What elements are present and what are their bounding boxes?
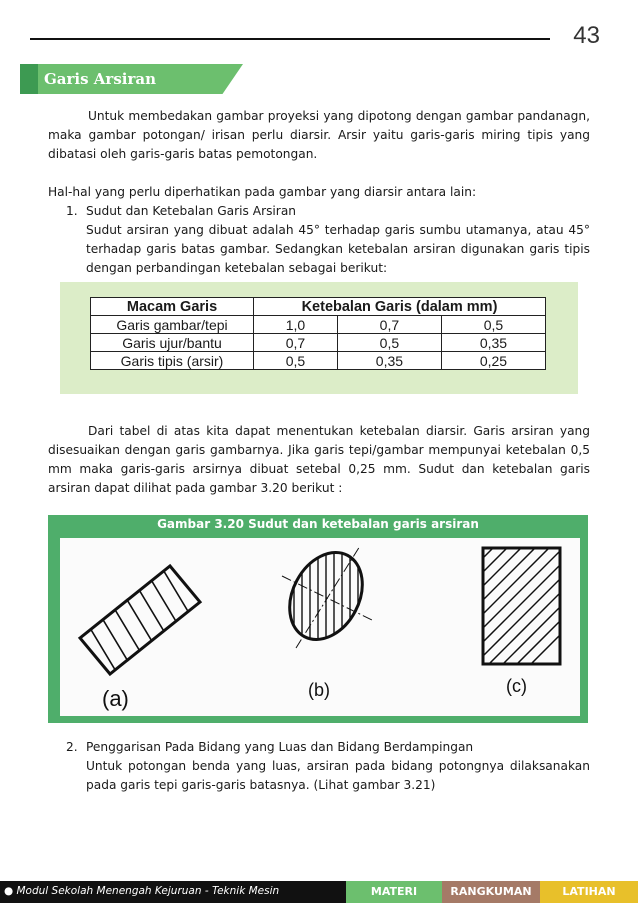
table-header-row: [91, 298, 546, 316]
figure-area: [60, 538, 580, 716]
table-header-cell: Ketebalan Garis (dalam mm): [254, 298, 546, 316]
paragraph-2: Dari tabel di atas kita dapat menentukan ketebalan diarsir. Garis arsiran yang disesuaikan dengan garis gambarnya. Jika garis tepi/gambar mempunyai ketebalan 0,5 mm maka garis-garis arsirnya dibuat setebal 0,25 mm. Sudut dan ketebalan garis arsiran dapat dilihat pada gambar 3.20 berikut :: [48, 424, 590, 495]
item2-number: 2.: [66, 740, 78, 754]
materi-button[interactable]: MATERI: [346, 881, 442, 903]
table-cell: 0,35: [441, 334, 545, 352]
table-cell: Garis ujur/bantu: [91, 334, 254, 352]
table-cell: 0,25: [441, 352, 545, 370]
item2-body: Untuk potongan benda yang luas, arsiran pada bidang potongnya dilaksanakan pada garis tepi garis-garis batasnya. (Lihat gambar 3.21): [86, 759, 590, 792]
table-row: [91, 352, 546, 370]
header-rule: [30, 38, 550, 40]
item2-title: Penggarisan Pada Bidang yang Luas dan Bidang Berdampingan: [86, 740, 474, 754]
table-header-cell: Macam Garis: [91, 298, 254, 316]
table-cell: 0,5: [337, 334, 441, 352]
intro-paragraph: Untuk membedakan gambar proyeksi yang dipotong dengan gambar pandanagn, maka gambar potongan/ irisan perlu diarsir. Arsir yaitu garis-garis miring tipis yang dibatasi oleh garis-garis batas pemotongan.: [48, 109, 590, 161]
label-c: (c): [506, 676, 527, 696]
figure-caption: Gambar 3.20 Sudut dan ketebalan garis arsiran: [157, 517, 479, 531]
section-title: Garis Arsiran: [44, 70, 157, 88]
item1-title: Sudut dan Ketebalan Garis Arsiran: [86, 204, 297, 218]
table-cell: 0,7: [337, 316, 441, 334]
page-number: 43: [573, 22, 600, 49]
table-row: [91, 316, 546, 334]
item1-number: 1.: [66, 204, 78, 218]
table-cell: 1,0: [254, 316, 338, 334]
label-a: (a): [102, 686, 129, 711]
line-thickness-table: [90, 297, 546, 370]
table-cell: Garis gambar/tepi: [91, 316, 254, 334]
table-cell: Garis tipis (arsir): [91, 352, 254, 370]
footer-module-title: ● Modul Sekolah Menengah Kejuruan - Teknik Mesin: [4, 885, 280, 897]
table-cell: 0,5: [254, 352, 338, 370]
rangkuman-button[interactable]: RANGKUMAN: [442, 881, 540, 903]
table-row: [91, 334, 546, 352]
label-b: (b): [308, 680, 330, 700]
latihan-button[interactable]: LATIHAN: [540, 881, 638, 903]
hatching-illustration: [60, 538, 580, 716]
section-banner-tab: [20, 64, 38, 94]
item1-body: Sudut arsiran yang dibuat adalah 45° terhadap garis sumbu utamanya, atau 45° terhadap garis batas gambar. Sedangkan ketebalan arsiran digunakan garis tipis dengan perbandingan ketebalan sebagai berikut:: [86, 223, 590, 275]
hatch-a: [60, 538, 228, 688]
table-cell: 0,7: [254, 334, 338, 352]
lead-paragraph: Hal-hal yang perlu diperhatikan pada gambar yang diarsir antara lain:: [48, 185, 477, 199]
hatch-c: [483, 548, 580, 712]
table-cell: 0,5: [441, 316, 545, 334]
table-cell: 0,35: [337, 352, 441, 370]
